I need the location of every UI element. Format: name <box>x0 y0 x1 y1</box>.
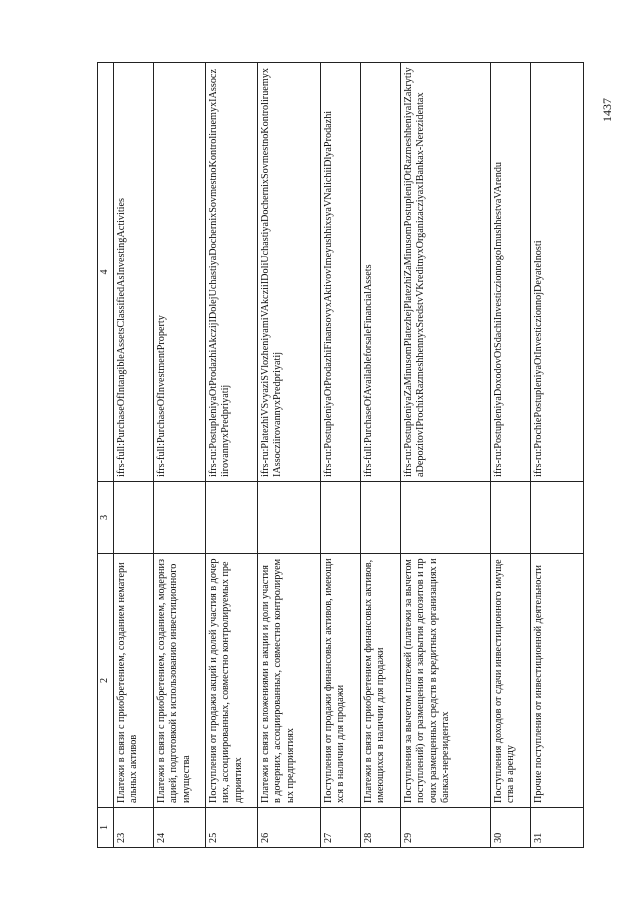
table-header-row <box>98 63 114 848</box>
row-number-cell: 24 <box>153 808 205 848</box>
taxonomy-code-cell: ifrs-ru:PostupleniyaOtProdazhiAkczijIDolejUchastiyaDochernixSovmestnoKontroliruemyxIAssocziirovannyxPredpriyatij <box>205 63 257 482</box>
taxonomy-code-cell: ifrs-ru:PostupleniyaDoxodovOtSdachiInvesticzionnogoImushhestvaVArendu <box>490 63 530 482</box>
table-row <box>153 63 205 848</box>
taxonomy-code-cell: ifrs-full:PurchaseOfAvailableforsaleFinancialAssets <box>360 63 400 482</box>
table-row <box>490 63 530 848</box>
description-cell: Платежи в связи с приобретением, созданием нематериальных активов <box>113 554 153 808</box>
column-3-cell <box>113 482 153 554</box>
column-3-cell <box>320 482 360 554</box>
page-number: 1437 <box>600 98 614 122</box>
table-row <box>400 63 490 848</box>
row-number-cell: 26 <box>257 808 320 848</box>
column-3-cell <box>400 482 490 554</box>
row-number-cell: 30 <box>490 808 530 848</box>
description-cell: Платежи в связи с приобретением, созданием, модернизацией, подготовкой к использованию инвестиционного имущества <box>153 554 205 808</box>
taxonomy-code-cell: ifrs-full:PurchaseOfIntangibleAssetsClassifiedAsInvestingActivities <box>113 63 153 482</box>
table-row <box>530 63 583 848</box>
data-table <box>97 62 584 848</box>
column-header: 1 <box>98 808 114 848</box>
description-cell: Прочие поступления от инвестиционной деятельности <box>530 554 583 808</box>
taxonomy-code-cell: ifrs-ru:PostupleniyaOtProdazhiFinansovyxAktivovImeyushhixsyaVNalichiiDlyaProdazhi <box>320 63 360 482</box>
table-row <box>360 63 400 848</box>
column-header: 2 <box>98 554 114 808</box>
column-3-cell <box>360 482 400 554</box>
row-number-cell: 28 <box>360 808 400 848</box>
rotated-table-wrapper <box>97 63 563 848</box>
table-row <box>257 63 320 848</box>
row-number-cell: 25 <box>205 808 257 848</box>
description-cell: Поступления от продажи акций и долей участия в дочерних, ассоциированных, совместно контролируемых предприятиях <box>205 554 257 808</box>
description-cell: Поступления за вычетом платежей (платежи за вычетом поступлений) от размещения и закрытия депозитов и прочих размещенных средств в кредитных организациях и банках-нерезидентах <box>400 554 490 808</box>
row-number-cell: 31 <box>530 808 583 848</box>
description-cell: Платежи в связи с приобретением финансовых активов, имеющихся в наличии для продажи <box>360 554 400 808</box>
column-header: 4 <box>98 63 114 482</box>
table-row <box>205 63 257 848</box>
column-3-cell <box>490 482 530 554</box>
description-cell: Поступления доходов от сдачи инвестиционного имущества в аренду <box>490 554 530 808</box>
taxonomy-code-cell: ifrs-ru:PlatezhiVSvyaziSVlozheniyamiVAkcziiIDoliUchastiyaDochernixSovmestnoKontroliruemyxIAssocziirovannyxPredpriyatij <box>257 63 320 482</box>
description-cell: Поступления от продажи финансовых активов, имеющихся в наличии для продажи <box>320 554 360 808</box>
column-3-cell <box>205 482 257 554</box>
column-3-cell <box>153 482 205 554</box>
table-row <box>320 63 360 848</box>
row-number-cell: 23 <box>113 808 153 848</box>
table-row <box>113 63 153 848</box>
row-number-cell: 29 <box>400 808 490 848</box>
column-3-cell <box>257 482 320 554</box>
column-3-cell <box>530 482 583 554</box>
row-number-cell: 27 <box>320 808 360 848</box>
taxonomy-code-cell: ifrs-full:PurchaseOfInvestmentProperty <box>153 63 205 482</box>
taxonomy-code-cell: ifrs-ru:PostupleniyaZaMinusomPlatezhejPlatezhiZaMinusomPostuplenijOtRazmeshheniyaIZakrytiyaDepozitovIProchixRazmeshhennyxSredstvVKreditnyxOrganizacziyaxIBankax-Nerezidentax <box>400 63 490 482</box>
description-cell: Платежи в связи с вложениями в акции и доли участия в дочерних, ассоциированных, совместно контролируемых предприятиях <box>257 554 320 808</box>
column-header: 3 <box>98 482 114 554</box>
taxonomy-code-cell: ifrs-ru:ProchiePostupleniyaOtInvesticzionnojDeyatelnosti <box>530 63 583 482</box>
